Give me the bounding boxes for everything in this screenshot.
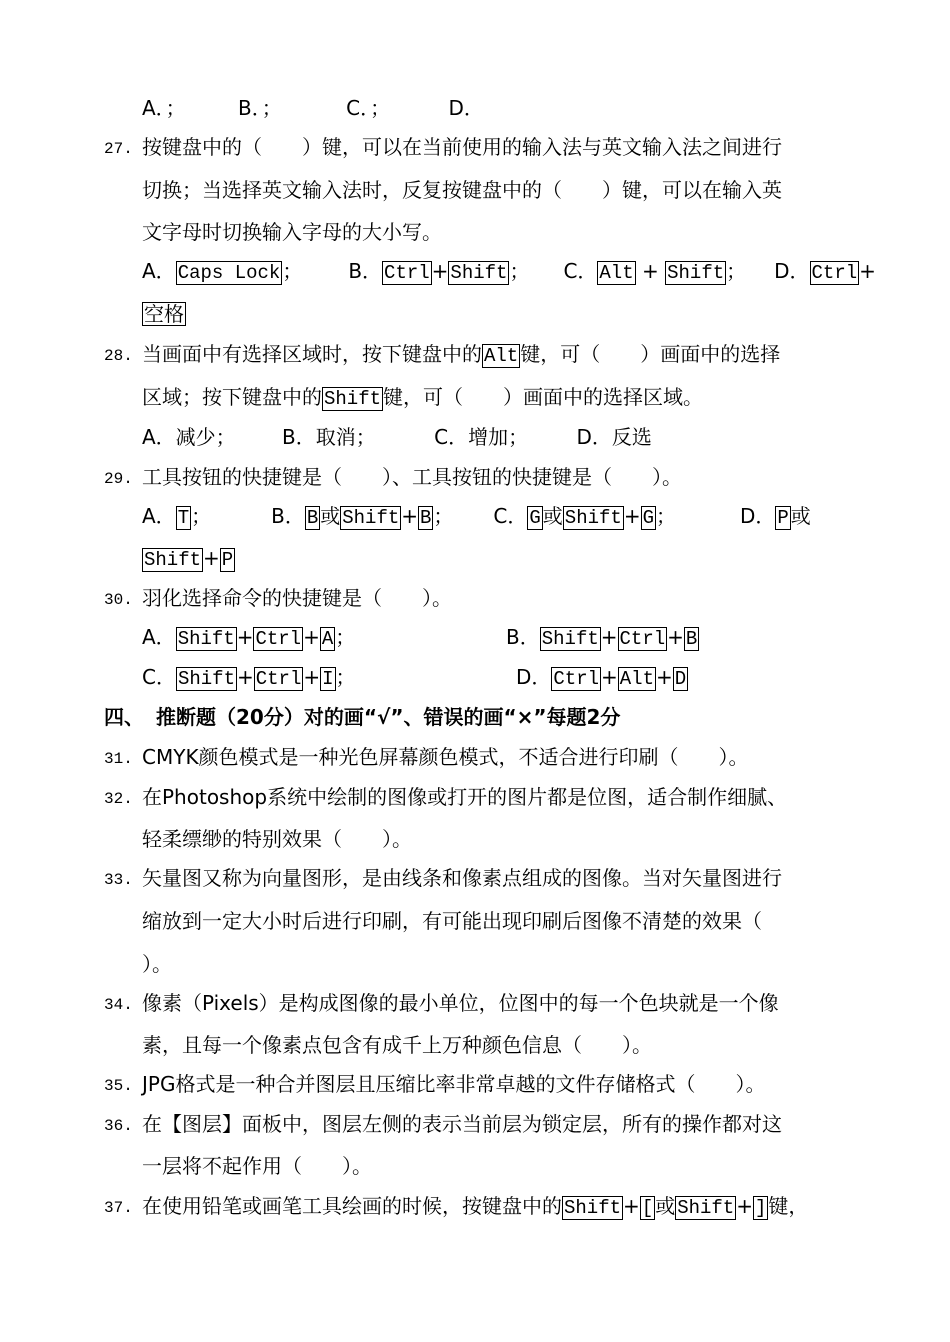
question-text: 轻柔缥缈的特别效果（ ）。	[142, 827, 412, 851]
text: 键，可（ ）画面中的选择	[520, 342, 781, 366]
key-ctrl: Ctrl	[384, 262, 430, 284]
question-text: CMYK颜色模式是一种光色屏幕颜色模式，不适合进行印刷（ ）。	[142, 745, 749, 769]
text: 当画面中有选择区域时，按下键盘中的	[142, 342, 482, 366]
question-text: 按键盘中的（ ）键，可以在当前使用的输入法与英文输入法之间进行	[142, 135, 782, 159]
plus: +	[303, 665, 321, 689]
key-b: B	[685, 628, 698, 650]
question-text: 矢量图又称为向量图形，是由线条和像素点组成的图像。当对矢量图进行	[142, 866, 782, 890]
plus: +	[635, 259, 666, 283]
question-28-options	[142, 424, 652, 450]
punct: ；	[282, 259, 303, 283]
plus: +	[203, 546, 220, 570]
key-shift: Shift	[541, 628, 599, 650]
key-shift: Shift	[450, 262, 508, 284]
option-d-label: D．	[739, 504, 776, 528]
key-g: G	[529, 507, 541, 529]
text: 键，可（ ）画面中的选择区域。	[383, 385, 704, 409]
option-a-label: A．	[142, 504, 176, 528]
question-text: 工具按钮的快捷键是（ ）、工具按钮的快捷键是（ ）。	[142, 465, 682, 489]
plus: +	[667, 625, 684, 649]
question-text: JPG格式是一种合并图层且压缩比率非常卓越的文件存储格式（ ）。	[142, 1072, 766, 1096]
plus: +	[623, 1194, 640, 1218]
option-b-label: B．	[271, 504, 305, 528]
question-33-line2	[142, 908, 762, 934]
key-shift: Shift	[677, 1197, 735, 1219]
or: 或	[542, 504, 563, 528]
key-space: 空格	[144, 302, 184, 326]
question-27-options	[142, 258, 876, 285]
plus: +	[236, 665, 254, 689]
question-number: 35.	[104, 1077, 133, 1095]
question-text: ）。	[142, 952, 172, 976]
punct: ；	[509, 259, 530, 283]
option-b: B．取消；	[282, 425, 376, 449]
question-30-option-b	[506, 624, 699, 651]
question-text: 素，且每一个像素点包含有成千上万种颜色信息（ ）。	[142, 1033, 652, 1057]
key-shift: Shift	[342, 507, 400, 529]
question-text: 在【图层】面板中，图层左侧的表示当前层为锁定层，所有的操作都对这	[142, 1112, 782, 1136]
plus: +	[601, 665, 618, 689]
key-shift: Shift	[324, 388, 382, 410]
option-c-label: C．	[142, 665, 176, 689]
question-30-options-cd	[142, 664, 356, 691]
plus: +	[236, 625, 254, 649]
key-b: B	[420, 507, 432, 529]
option-b-label: B．	[348, 259, 383, 283]
section-number: 四、	[104, 705, 144, 729]
question-text: 文字母时切换输入字母的大小写。	[142, 220, 442, 244]
key-p: P	[221, 549, 234, 571]
question-number: 29.	[104, 470, 133, 488]
key-caps-lock: Caps Lock	[177, 262, 281, 284]
question-36-line2	[142, 1153, 372, 1179]
key-ctrl: Ctrl	[255, 668, 302, 690]
or: 或	[655, 1194, 676, 1218]
key-t: T	[177, 507, 190, 529]
section-4-heading	[104, 704, 620, 730]
punct: ；	[335, 625, 356, 649]
question-number: 32.	[104, 790, 133, 808]
option-a-label: A．	[142, 259, 176, 283]
plus: +	[736, 1194, 753, 1218]
text: 在使用铅笔或画笔工具绘画的时候，按键盘中的	[142, 1194, 562, 1218]
punct: ；	[335, 665, 356, 689]
key-p: P	[777, 507, 789, 529]
key-shift: Shift	[177, 668, 235, 690]
text: 区域；按下键盘中的	[142, 385, 322, 409]
question-text	[142, 341, 780, 368]
key-shift: Shift	[564, 507, 622, 529]
text: 键，	[768, 1194, 809, 1218]
question-27-options-cont	[142, 301, 186, 327]
plus: +	[431, 259, 449, 283]
plus: +	[401, 504, 419, 528]
key-a: A	[321, 628, 334, 650]
section-title: 推断题（20分）对的画“√”、错误的画“×”每题2分	[156, 705, 621, 729]
punct: ；	[726, 259, 747, 283]
key-ctrl: Ctrl	[255, 628, 302, 650]
question-number: 37.	[104, 1199, 133, 1217]
option-d-label: D．	[516, 665, 552, 689]
q26-options	[142, 95, 484, 121]
question-text: 像素（Pixels）是构成图像的最小单位，位图中的每一个色块就是一个像	[142, 991, 779, 1015]
key-shift: Shift	[177, 628, 235, 650]
question-29-options	[142, 503, 811, 530]
option-a-label: A．	[142, 625, 176, 649]
key-right-bracket: ]	[754, 1197, 767, 1219]
question-number: 31.	[104, 750, 133, 768]
or: 或	[320, 504, 341, 528]
option-c-label: C．	[563, 259, 598, 283]
key-ctrl: Ctrl	[553, 668, 600, 690]
key-ctrl: Ctrl	[811, 262, 858, 284]
key-shift: Shift	[564, 1197, 622, 1219]
punct: ；	[433, 504, 454, 528]
plus: +	[303, 625, 320, 649]
key-shift: Shift	[144, 549, 202, 571]
question-32-line2	[142, 826, 412, 852]
option-a: A．减少；	[142, 425, 236, 449]
question-text	[142, 1193, 808, 1220]
key-ctrl: Ctrl	[619, 628, 666, 650]
plus: +	[623, 504, 641, 528]
option-d: D．反选	[576, 425, 652, 449]
key-alt: Alt	[484, 345, 519, 367]
question-34-line2	[142, 1032, 652, 1058]
key-d: D	[674, 668, 687, 690]
question-number: 27.	[104, 140, 133, 158]
key-g: G	[642, 507, 654, 529]
question-text: 羽化选择命令的快捷键是（ ）。	[142, 586, 452, 610]
key-alt: Alt	[599, 262, 634, 284]
q26-option-a: A．；	[142, 96, 186, 120]
or: 或	[790, 504, 811, 528]
question-number: 30.	[104, 591, 133, 609]
q26-option-d: D．	[448, 96, 484, 120]
question-text: 缩放到一定大小时后进行印刷，有可能出现印刷后图像不清楚的效果（	[142, 909, 762, 933]
key-i: I	[322, 668, 334, 690]
option-d-label: D．	[774, 259, 810, 283]
question-30-option-d	[516, 664, 688, 691]
plus: +	[656, 665, 673, 689]
punct: ；	[191, 504, 212, 528]
q26-option-b: B．；	[238, 96, 282, 120]
plus: +	[859, 259, 876, 283]
question-text: 在Photoshop系统中绘制的图像或打开的图片都是位图，适合制作细腻、	[142, 785, 788, 809]
question-29-options-cont	[142, 545, 235, 572]
question-30-options-ab	[142, 624, 355, 651]
question-27-line2	[142, 177, 782, 203]
question-number: 34.	[104, 996, 133, 1014]
option-b-label: B．	[506, 625, 540, 649]
question-number: 28.	[104, 347, 133, 365]
question-number: 33.	[104, 871, 133, 889]
key-shift: Shift	[667, 262, 725, 284]
plus: +	[600, 625, 618, 649]
option-c-label: C．	[493, 504, 528, 528]
key-left-bracket: [	[641, 1197, 654, 1219]
option-c: C．增加；	[434, 425, 529, 449]
question-33-line3	[142, 951, 172, 977]
question-number: 36.	[104, 1117, 133, 1135]
question-text: 一层将不起作用（ ）。	[142, 1154, 372, 1178]
question-28-line2	[142, 384, 703, 411]
q26-option-c: C．；	[346, 96, 391, 120]
question-27-line3	[142, 219, 442, 245]
question-text: 切换；当选择英文输入法时，反复按键盘中的（ ）键，可以在输入英	[142, 178, 782, 202]
key-alt: Alt	[619, 668, 654, 690]
punct: ；	[655, 504, 676, 528]
key-b: B	[306, 507, 319, 529]
